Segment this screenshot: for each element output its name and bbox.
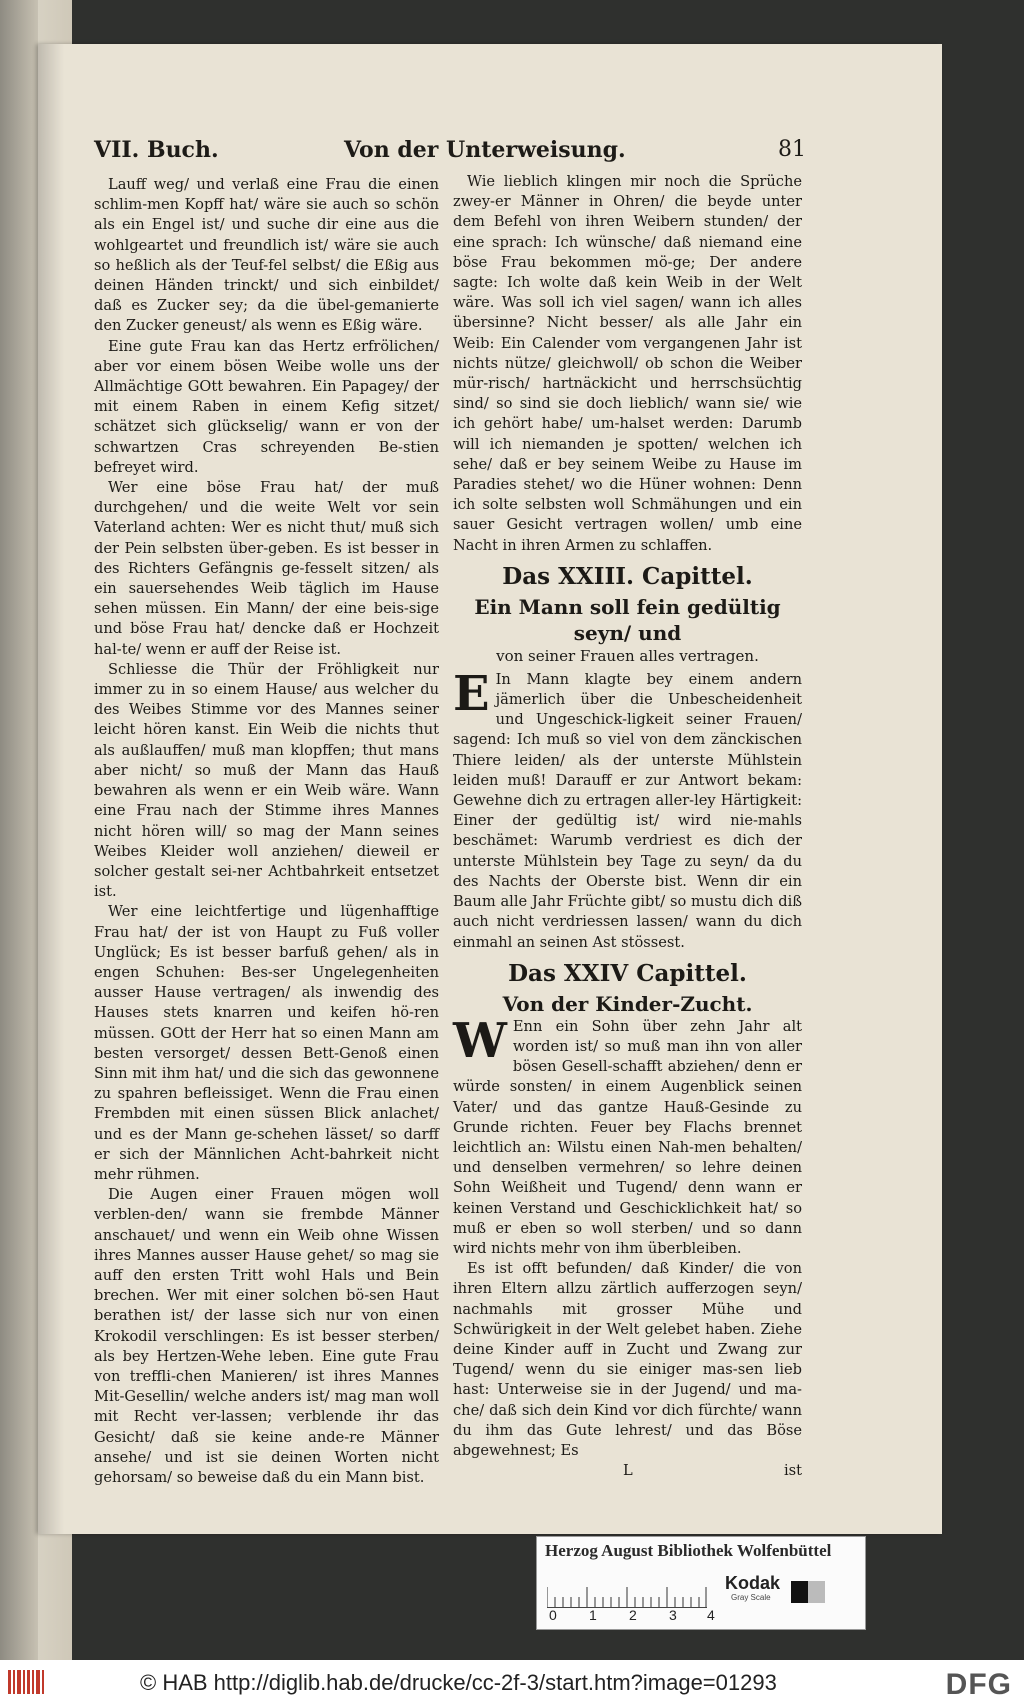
drop-cap: W — [453, 1012, 507, 1069]
chapter-subtitle: Ein Mann soll fein gedültig seyn/ und — [474, 594, 781, 645]
running-header — [94, 137, 806, 167]
scale-number: 4 — [707, 1607, 715, 1623]
signature-mark: L — [623, 1462, 633, 1480]
scale-number: 3 — [669, 1607, 677, 1623]
dfg-logo: DFG — [945, 1668, 1012, 1701]
ruler-scale-icon — [547, 1573, 707, 1608]
book-spine-edge — [0, 0, 38, 1660]
paragraph: Wer eine leichtfertige und lügenhafftige Frau hat/ der ist von Haupt zu Fuß voller Unglück; Es ist besser barfuß gehen/ als in engen Schuhen: Bes-ser Ungelegenheiten ausser Hause vertragen/ als inwendig des Hauses stets knarren und keifen hö-ren müssen. GOtt der Herr hat so einen Mann am besten versorget/ dessen Bett-Genoß einen Sinn mit ihm hat/ und die sich das gewonnene zu spahren befleissiget. Wenn die Frau einen Frembden mit einen süssen Blick anlachet/ und es der Mann ge-schehen lässet/ so darff er sich der Männlichen Acht-bahrkeit nicht mehr rühmen. — [94, 903, 439, 1183]
color-calibration-card — [536, 1536, 866, 1630]
header-book-number: VII. Buch. — [94, 137, 219, 163]
scale-number: 1 — [589, 1607, 597, 1623]
paragraph: Enn ein Sohn über zehn Jahr alt worden ist/ so muß man ihn von aller bösen Gesell-schafft abziehen/ denn er würde sonsten/ in einem Augenblick seinen Vater/ und das gantze Hauß-Gesinde zu Grunde richten. Feuer bey Flachs brennet leichtlich an: Wilstu einen Nah-men behalten/ und denselben vermehren/ so lehre deinen Sohn Weißheit und Tugend/ denn wann er keinen Verstand und Geschicklichkeit hat/ so muß er eben so woll sterben/ und so dann wird nichts mehr von ihm überbleiben. — [453, 1017, 802, 1257]
paragraph: Wer eine böse Frau hat/ der muß durchgehen/ und die weite Welt vor sein Vaterland achten: Wer es nicht thut/ muß sich der Pein selbsten über-geben. Es ist besser in des Richters Gefängnis ge-fesselt sitzen/ als ein sauersehendes Weib täglich im Hause sehen müssen. Ein Mann/ der eine beis-sige und böse Frau hat/ dencke daß er Hochzeit hal-te/ wenn er auff der Reise ist. — [94, 479, 439, 658]
chapter-subtitle: von seiner Frauen alles vertragen. — [496, 646, 759, 665]
library-name: Herzog August Bibliothek Wolfenbüttel — [545, 1541, 832, 1560]
paragraph: Die Augen einer Frauen mögen woll verblen-den/ wann sie frembde Männer anschauet/ und wenn ein Weib ohne Wissen ihres Mannes ausser Hause gehet/ so mag sie auff den ersten Tritt wohl Hals und Bein brechen. Wer mit einer solchen bö-sen Haut berathen ist/ der lasse sich nur von einen Krokodil verschlingen: Es ist besser sterben/ als bey Hertzen-Wehe leben. Eine gute Frau von treffli-chen Manieren/ ist ihres Mannes Mit-Gesellin/ welche anders ist/ mag man woll mit Recht ver-lassen; verblende ihr das Gesicht/ daß sie keine ande-re Männer ansehe/ und ist sie deinen Worten nicht gehorsam/ so beweise daß du ein Mann bist. — [94, 1186, 439, 1486]
barcode-logo-icon — [8, 1668, 48, 1696]
chapter-heading: Das XXIII. Capittel. — [502, 562, 753, 590]
left-text-column — [94, 175, 439, 1488]
right-text-column — [453, 172, 802, 1483]
chapter-subtitle: Von der Kinder-Zucht. — [502, 991, 753, 1016]
paragraph: Wie lieblich klingen mir noch die Sprüche zwey-er Männer in Ohren/ die beyde unter dem Befehl von ihren Weibern stunden/ der eine sprach: Ich wünsche/ daß niemand eine böse Frau bekommen mö-ge; Der andere sagte: Ich wolte daß kein Weib in der Welt wäre. Was soll ich viel sagen/ wann ich alles übersinne? Nicht besser/ als alle Jahr ein Weib: Ein Calender vom vergangenen Jahr ist nichts nütze/ gleichwoll/ ob schon die Weiber mür-risch/ hartnäckicht und herrschsüchtig sind/ so sind sie doch lieblich/ wann sie/ wie ich gehört habe/ um-halset werden: Darumb will ich niemanden je spotten/ welchen ich sehe/ daß er bey seinem Weibe zu Hause im Paradies stehet/ wo die Hüner wohnen: Denn ich solte selbsten woll Schmähungen und ein sauer Gesicht vertragen wollen/ umb eine Nacht in ihren Armen zu schlaffen. — [453, 173, 802, 554]
catchword: ist — [783, 1462, 802, 1480]
page-number: 81 — [778, 137, 806, 162]
scale-number: 2 — [629, 1607, 637, 1623]
paragraph: Lauff weg/ und verlaß eine Frau die einen schlim-men Kopff hat/ wäre sie auch so schön als ein Engel ist/ und suche dir eine aus die wohlgeartet und freundlich ist/ wäre sie auch so heßlich als der Teuf-fel selbst/ die Eßig aus deinen Händen trinckt/ und sich einbildet/ daß es Zucker sey; da die übel-gemanierte den Zucker geneust/ als wenn es Eßig wäre. — [94, 176, 439, 335]
gutter-shadow — [38, 44, 64, 1534]
gray-swatch — [791, 1581, 825, 1603]
header-title: Von der Unterweisung. — [344, 137, 626, 163]
drop-cap: E — [453, 665, 490, 722]
footer-citation-link[interactable]: © HAB http://diglib.hab.de/drucke/cc-2f-3/start.htm?image=01293 — [140, 1670, 777, 1695]
catch-line: Es — [560, 1441, 579, 1459]
chapter-heading: Das XXIV Capittel. — [508, 959, 747, 987]
paragraph: Schliesse die Thür der Fröhligkeit nur immer zu in so einem Hause/ aus welcher du des Weibes Stimme vor des Mannes seiner leicht hören kanst. Ein Weib die nichts thut als außlauffen/ muß man klopffen; thut mans aber nicht/ so muß der Mann das Hauß bewahren als wenn er ein Weib wäre. Wann eine Frau nach der Stimme ihres Mannes nicht hören will/ so mag der Mann seines Weibes Kleider woll anziehen/ dieweil er solcher gestalt sei-ner Achtbahrkeit entsetzet ist. — [94, 660, 439, 901]
paragraph: Es ist offt befunden/ daß Kinder/ die von ihren Eltern allzu zärtlich aufferzogen seyn/ nachmahls mit grosser Mühe und Schwürigkeit in der Welt gelebet haben. Ziehe deine Kinder auff in Zucht und Zwang zur Tugend/ wenn du sie einiger mas-sen lieb hast: Unterweise sie in der Jugend/ und ma-che/ daß sich dein Kind vor dich fürchte/ wann du ihm das Gute lehrest/ und das Böse abgewehnest; — [453, 1260, 802, 1459]
gray-scale-label: Gray Scale — [731, 1593, 771, 1602]
paragraph: Eine gute Frau kan das Hertz erfrölichen/ aber vor einem bösen Weibe wolle uns der Allmächtige GOtt bewahren. Ein Papagey/ der mit einem Raben in einem Kefig sitzet/ schätzet sich glückselig/ wann er von der schwartzen Cras schreyenden Be-stien befreyet wird. — [94, 337, 439, 476]
paragraph: In Mann klagte bey einem andern jämerlich über die Unbescheidenheit und Ungeschick-ligkeit seiner Frauen/ sagend: Ich muß so viel von dem zänckischen Thiere leiden/ als der unterste Mühlstein leiden muß! Darauff er zur Antwort bekam: Gewehne dich zu ertragen aller-ley Härtigkeit: Einer der gedültig ist/ wird nie-mahls beschämet: Warumb verdriest es dich der unterste Mühlstein bey Tage zu seyn/ da du des Nachts der Oberste bist. Wenn dir ein Baum alle Jahr Früchte gibt/ so mustu dich diß auch nicht verdriessen lassen/ wann du dich einmahl an seinen Ast stössest. — [453, 670, 802, 951]
scale-number: 0 — [549, 1607, 557, 1623]
kodak-logo: Kodak — [725, 1573, 781, 1593]
